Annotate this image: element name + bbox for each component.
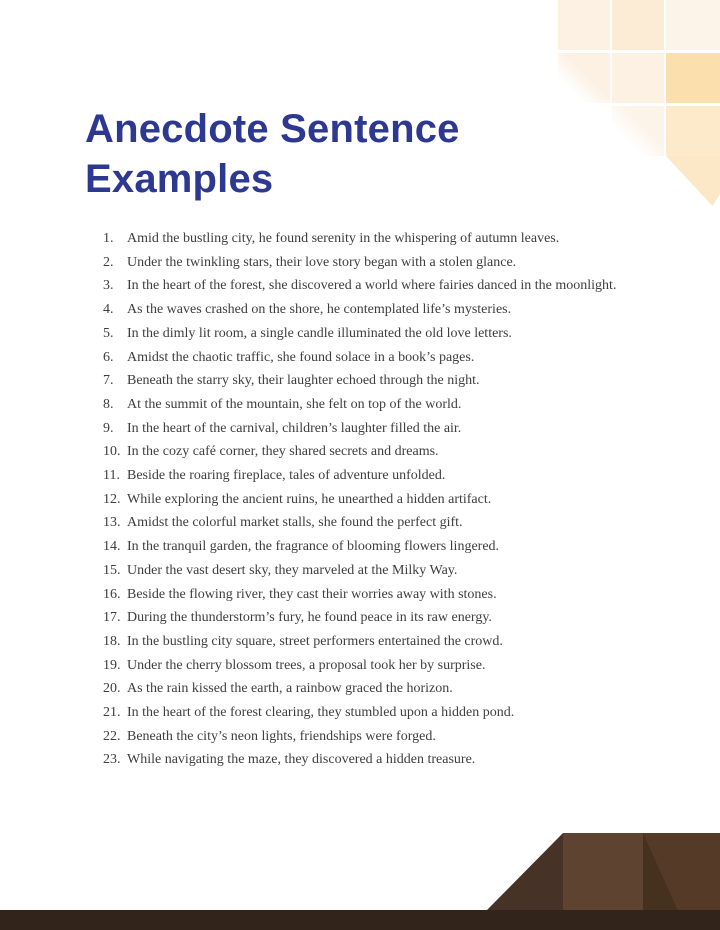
list-item: [103, 227, 632, 251]
example-list: [103, 227, 632, 772]
pattern-square: [666, 53, 720, 103]
list-item: [103, 251, 632, 275]
list-item-number: 20.: [103, 681, 121, 697]
list-item-number: 4.: [103, 302, 114, 318]
pattern-tail-shape: [666, 156, 720, 206]
list-item-number: 16.: [103, 586, 121, 602]
pattern-square: [666, 106, 720, 156]
list-item: [103, 464, 632, 488]
list-item-number: 1.: [103, 231, 114, 246]
list-item: [103, 535, 632, 559]
list-item-text: Beside the roaring fireplace, tales of adventure unfolded.: [127, 468, 446, 484]
list-item-number: 13.: [103, 515, 121, 531]
list-item: [103, 440, 632, 464]
pattern-square: [612, 53, 664, 103]
list-item-number: 10.: [103, 444, 121, 460]
pattern-square-faded: [558, 53, 610, 103]
list-item: [103, 417, 632, 441]
list-item: [103, 701, 632, 725]
list-item-text: Amidst the colorful market stalls, she found the perfect gift.: [127, 515, 463, 531]
list-item: [103, 369, 632, 393]
list-item: [103, 606, 632, 630]
list-item-number: 15.: [103, 562, 121, 578]
list-item-text: During the thunderstorm’s fury, he found peace in its raw energy.: [127, 610, 492, 626]
list-item: [103, 298, 632, 322]
list-item-text: Beneath the city’s neon lights, friendships were forged.: [127, 728, 436, 744]
list-item-text: While exploring the ancient ruins, he unearthed a hidden artifact.: [127, 491, 492, 507]
list-item: [103, 677, 632, 701]
list-item-text: While navigating the maze, they discovered a hidden treasure.: [127, 752, 476, 768]
list-item-number: 21.: [103, 705, 121, 721]
pattern-square-faded: [612, 106, 664, 156]
list-item-number: 12.: [103, 491, 121, 507]
list-item-text: In the heart of the forest clearing, they stumbled upon a hidden pond.: [127, 705, 515, 721]
list-item-text: Amid the bustling city, he found serenity in the whispering of autumn leaves.: [127, 231, 560, 246]
list-item-number: 6.: [103, 349, 114, 365]
list-item-number: 5.: [103, 325, 114, 341]
list-item: [103, 346, 632, 370]
list-item-text: As the waves crashed on the shore, he contemplated life’s mysteries.: [127, 302, 512, 318]
list-item-text: Under the cherry blossom trees, a proposal took her by surprise.: [127, 657, 486, 673]
list-item: [103, 559, 632, 583]
list-item-text: Under the vast desert sky, they marveled at the Milky Way.: [127, 562, 458, 578]
list-item-text: In the tranquil garden, the fragrance of blooming flowers lingered.: [127, 539, 500, 555]
list-item-number: 23.: [103, 752, 121, 768]
bottom-bar: [0, 910, 720, 930]
list-item-number: 11.: [103, 468, 120, 484]
list-item-text: Beside the flowing river, they cast their worries away with stones.: [127, 586, 497, 602]
triangle-shape: [487, 833, 563, 910]
list-item-number: 7.: [103, 373, 114, 389]
pattern-square: [666, 0, 720, 50]
list-item-number: 18.: [103, 633, 121, 649]
list-item-number: 22.: [103, 728, 121, 744]
list-item: [103, 274, 632, 298]
list-item-text: At the summit of the mountain, she felt on top of the world.: [127, 396, 462, 412]
list-item-number: 19.: [103, 657, 121, 673]
list-item: [103, 488, 632, 512]
list-item-number: 9.: [103, 420, 114, 436]
list-item-text: Amidst the chaotic traffic, she found solace in a book’s pages.: [127, 349, 475, 365]
list-item: [103, 393, 632, 417]
list-item-text: Under the twinkling stars, their love story began with a stolen glance.: [127, 254, 517, 270]
list-item-number: 3.: [103, 278, 114, 294]
list-item: [103, 748, 632, 772]
list-item-number: 14.: [103, 539, 121, 555]
list-item-text: In the bustling city square, street performers entertained the crowd.: [127, 633, 503, 649]
list-item-number: 2.: [103, 254, 114, 270]
list-item: [103, 630, 632, 654]
pattern-square: [558, 0, 610, 50]
list-item-text: In the heart of the forest, she discovered a world where fairies danced in the moonlight.: [127, 278, 617, 294]
list-item: [103, 511, 632, 535]
folded-square-shape: [643, 833, 720, 910]
list-item-number: 17.: [103, 610, 121, 626]
list-item: [103, 583, 632, 607]
list-item-text: Beneath the starry sky, their laughter echoed through the night.: [127, 373, 480, 389]
page-title: Anecdote Sentence Examples: [85, 107, 460, 201]
list-item: [103, 654, 632, 678]
list-item: [103, 322, 632, 346]
pattern-square: [612, 0, 664, 50]
list-item-number: 8.: [103, 396, 114, 412]
list-item-text: In the dimly lit room, a single candle illuminated the old love letters.: [127, 325, 512, 341]
list-item-text: In the cozy café corner, they shared secrets and dreams.: [127, 444, 439, 460]
square-shape: [563, 833, 643, 910]
list-item: [103, 725, 632, 749]
list-item-text: In the heart of the carnival, children’s laughter filled the air.: [127, 420, 462, 436]
list-item-text: As the rain kissed the earth, a rainbow graced the horizon.: [127, 681, 453, 697]
